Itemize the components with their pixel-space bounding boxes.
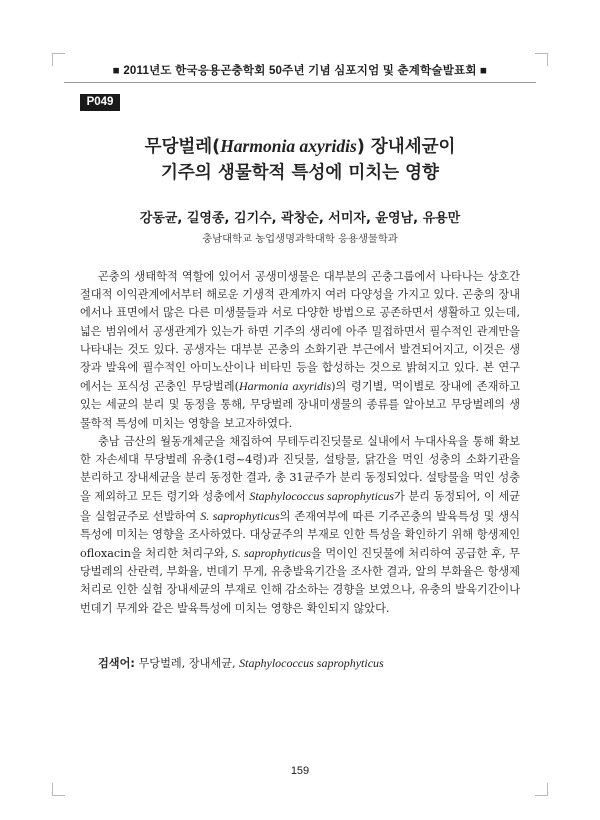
keywords-species: Staphylococcus saprophyticus (239, 656, 384, 670)
p1-text-a: 곤충의 생태학적 역할에 있어서 공생미생물은 대부분의 곤충그룹에서 나타나는 상호간 절대적 이익관계에서부터 해로운 기생적 관계까지 여러 다양성을 가지고 있다. 곤충의 장내에서나 표면에서 많은 다른 미생물들과 서로 다양한 방법으로 공존하면서 생활하고 있는데, 넓은 범위에서 공생관계가 있는가 하면 기주의 생리에 아주 밀접하면서 필수적인 관계만을 나타내는 것도 있다. 공생자는 대부분 곤충의 소화기관 부근에서 발견되어지고, 이것은 생장과 발육에 필수적인 아미노산이나 비타민 등을 합성하는 것으로 밝혀지고 있다. 본 연구에서는 포식성 곤충인 무당벌레( (80, 270, 520, 394)
running-header: ■ 2011년도 한국응용곤충학회 50주년 기념 심포지엄 및 춘계학술발표회 ■ (112, 65, 488, 77)
crop-mark-bottom-left (52, 783, 65, 796)
affiliation: 충남대학교 농업생명과학대학 응용생물학과 (202, 233, 398, 245)
keywords-terms: 무당벌레, 장내세균, (134, 657, 240, 670)
keywords-label: 검색어: (98, 657, 135, 670)
keywords (98, 655, 528, 671)
title-line-1-pre: 무당벌레( (144, 137, 221, 157)
abstract-paragraph-2 (80, 433, 520, 618)
p2-text-b: 가 분리 동정되어, 이 세균을 실험균주로 선발하여 (80, 490, 520, 523)
p2-text-c: 의 존재여부에 따른 기주곤충의 발육특성 및 생식특성에 미치는 영향을 조사하였다. 대상균주의 부재로 인한 특성을 확인하기 위해 항생제인 ofloxacin을 처리한 처리구와, (80, 509, 520, 561)
abstract-body (80, 268, 520, 618)
abstract-paragraph-1 (80, 268, 520, 433)
title-line-1 (60, 133, 540, 160)
title-line-2: 기주의 생물학적 특성에 미치는 영향 (161, 163, 439, 183)
p2-text-a: 충남 금산의 월동개체군을 채집하여 무테두리진딧물로 실내에서 누대사육을 통해 확보한 자손세대 무당벌레 유충(1령~4령)과 진딧물, 설탕물, 닭간을 먹인 성충의 소화기관을 분리하고 장내세균을 분리 동정한 결과, 총 31균주가 분리 동정되었다. 설탕물을 먹인 성충을 제외하고 모든 령기와 성충에서 (80, 434, 520, 504)
title-species: Harmonia axyridis (220, 136, 357, 156)
crop-mark-bottom-right (535, 783, 548, 796)
p2-species-1: Staphylococcus saprophyticus (249, 489, 394, 504)
p2-text-d: 을 먹이인 진딧물에 처리하여 공급한 후, 무당벌레의 산란력, 부화율, 번데기 무게, 유충발육기간을 조사한 결과, 알의 부화율은 항생제 처리로 인한 실험 장내세균의 부재로 인해 감소하는 경향을 보였으나, 유충의 발육기간이나 번데기 무게와 같은 발육특성에 미치는 영향은 확인되지 않았다. (80, 547, 520, 615)
page-number: 159 (290, 765, 310, 777)
article-title (60, 133, 540, 186)
p2-species-3: S. saprophyticus (231, 546, 311, 561)
poster-id-badge: P049 (80, 94, 120, 111)
header-divider (64, 82, 536, 83)
title-line-1-post: ) 장내세균이 (356, 137, 456, 157)
p1-text-b: )의 령기별, 먹이별로 장내에 존재하고 있는 세균의 분리 및 동정을 통해, 무당벌레 장내미생물의 종류를 알아보고 무당벌레의 생물학적 특성에 미치는 영향을 보고자하였다. (80, 380, 520, 430)
crop-mark-top-right (535, 53, 548, 66)
p1-species: Harmonia axyridis (238, 379, 332, 394)
author-list: 강동균, 길영종, 김기수, 곽창순, 서미자, 윤영남, 유용만 (139, 211, 461, 226)
p2-species-2: S. saprophyticus (200, 508, 280, 523)
